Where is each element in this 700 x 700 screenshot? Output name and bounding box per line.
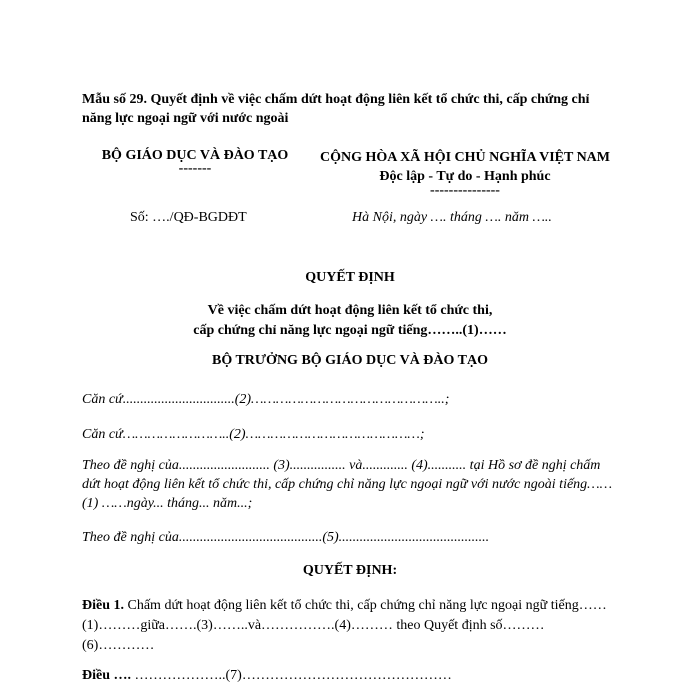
decision-subject <box>0 301 700 341</box>
national-motto: Độc lập - Tự do - Hạnh phúc <box>379 169 551 184</box>
document-number: Số: …./QĐ-BGDĐT <box>130 210 247 225</box>
proposal-basis-1: Theo đề nghị của.......................... (3)................ và............. (4)........... tại Hồ sơ đề nghị chấm dứt hoạt động liên kết tổ chức thi, cấp chứng chỉ năng lực ngoại ngữ với nước ngoài tiếng……(1) ……ngày... tháng... năm...; <box>82 458 613 511</box>
issuing-agency-header <box>90 148 300 174</box>
minister-heading: BỘ TRƯỞNG BỘ GIÁO DỤC VÀ ĐÀO TẠO <box>211 353 488 368</box>
article-1-text: Chấm dứt hoạt động liên kết tổ chức thi, cấp chứng chỉ năng lực ngoại ngữ tiếng……(1)………giữa…….(3)……..và…………….(4)……… theo Quyết định số………(6)………… <box>82 598 607 653</box>
subject-line-1: Về việc chấm dứt hoạt động liên kết tổ chức thi, <box>207 303 493 318</box>
motto-underline: --------------- <box>430 183 500 198</box>
article-1-label: Điều 1. <box>82 598 124 613</box>
legal-basis-1: Căn cứ................................(2)………………………………………..; <box>82 392 450 407</box>
national-header <box>300 148 630 196</box>
decides-heading: QUYẾT ĐỊNH: <box>302 563 398 578</box>
agency-underline: ------- <box>178 161 212 176</box>
proposal-basis-2: Theo đề nghị của.........................................(5)........................................... <box>82 530 490 545</box>
article-2-text: ………………..(7)……………………………………… <box>131 668 452 683</box>
country-name: CỘNG HÒA XÃ HỘI CHỦ NGHĨA VIỆT NAM <box>319 150 610 165</box>
legal-basis-2: Căn cứ……………………..(2)……………………………………; <box>82 427 425 442</box>
form-title: Mẫu số 29. Quyết định về việc chấm dứt hoạt động liên kết tổ chức thi, cấp chứng chỉ năng lực ngoại ngữ với nước ngoài <box>82 92 590 126</box>
article-2-label: Điều …. <box>82 668 131 683</box>
article-1 <box>82 596 612 656</box>
subject-line-2: cấp chứng chỉ năng lực ngoại ngữ tiếng……..(1)…… <box>193 323 507 338</box>
agency-name: BỘ GIÁO DỤC VÀ ĐÀO TẠO <box>101 148 289 163</box>
document-date: Hà Nội, ngày …. tháng …. năm ….. <box>352 210 552 225</box>
article-2 <box>82 666 612 686</box>
decision-title: QUYẾT ĐỊNH <box>305 270 395 285</box>
